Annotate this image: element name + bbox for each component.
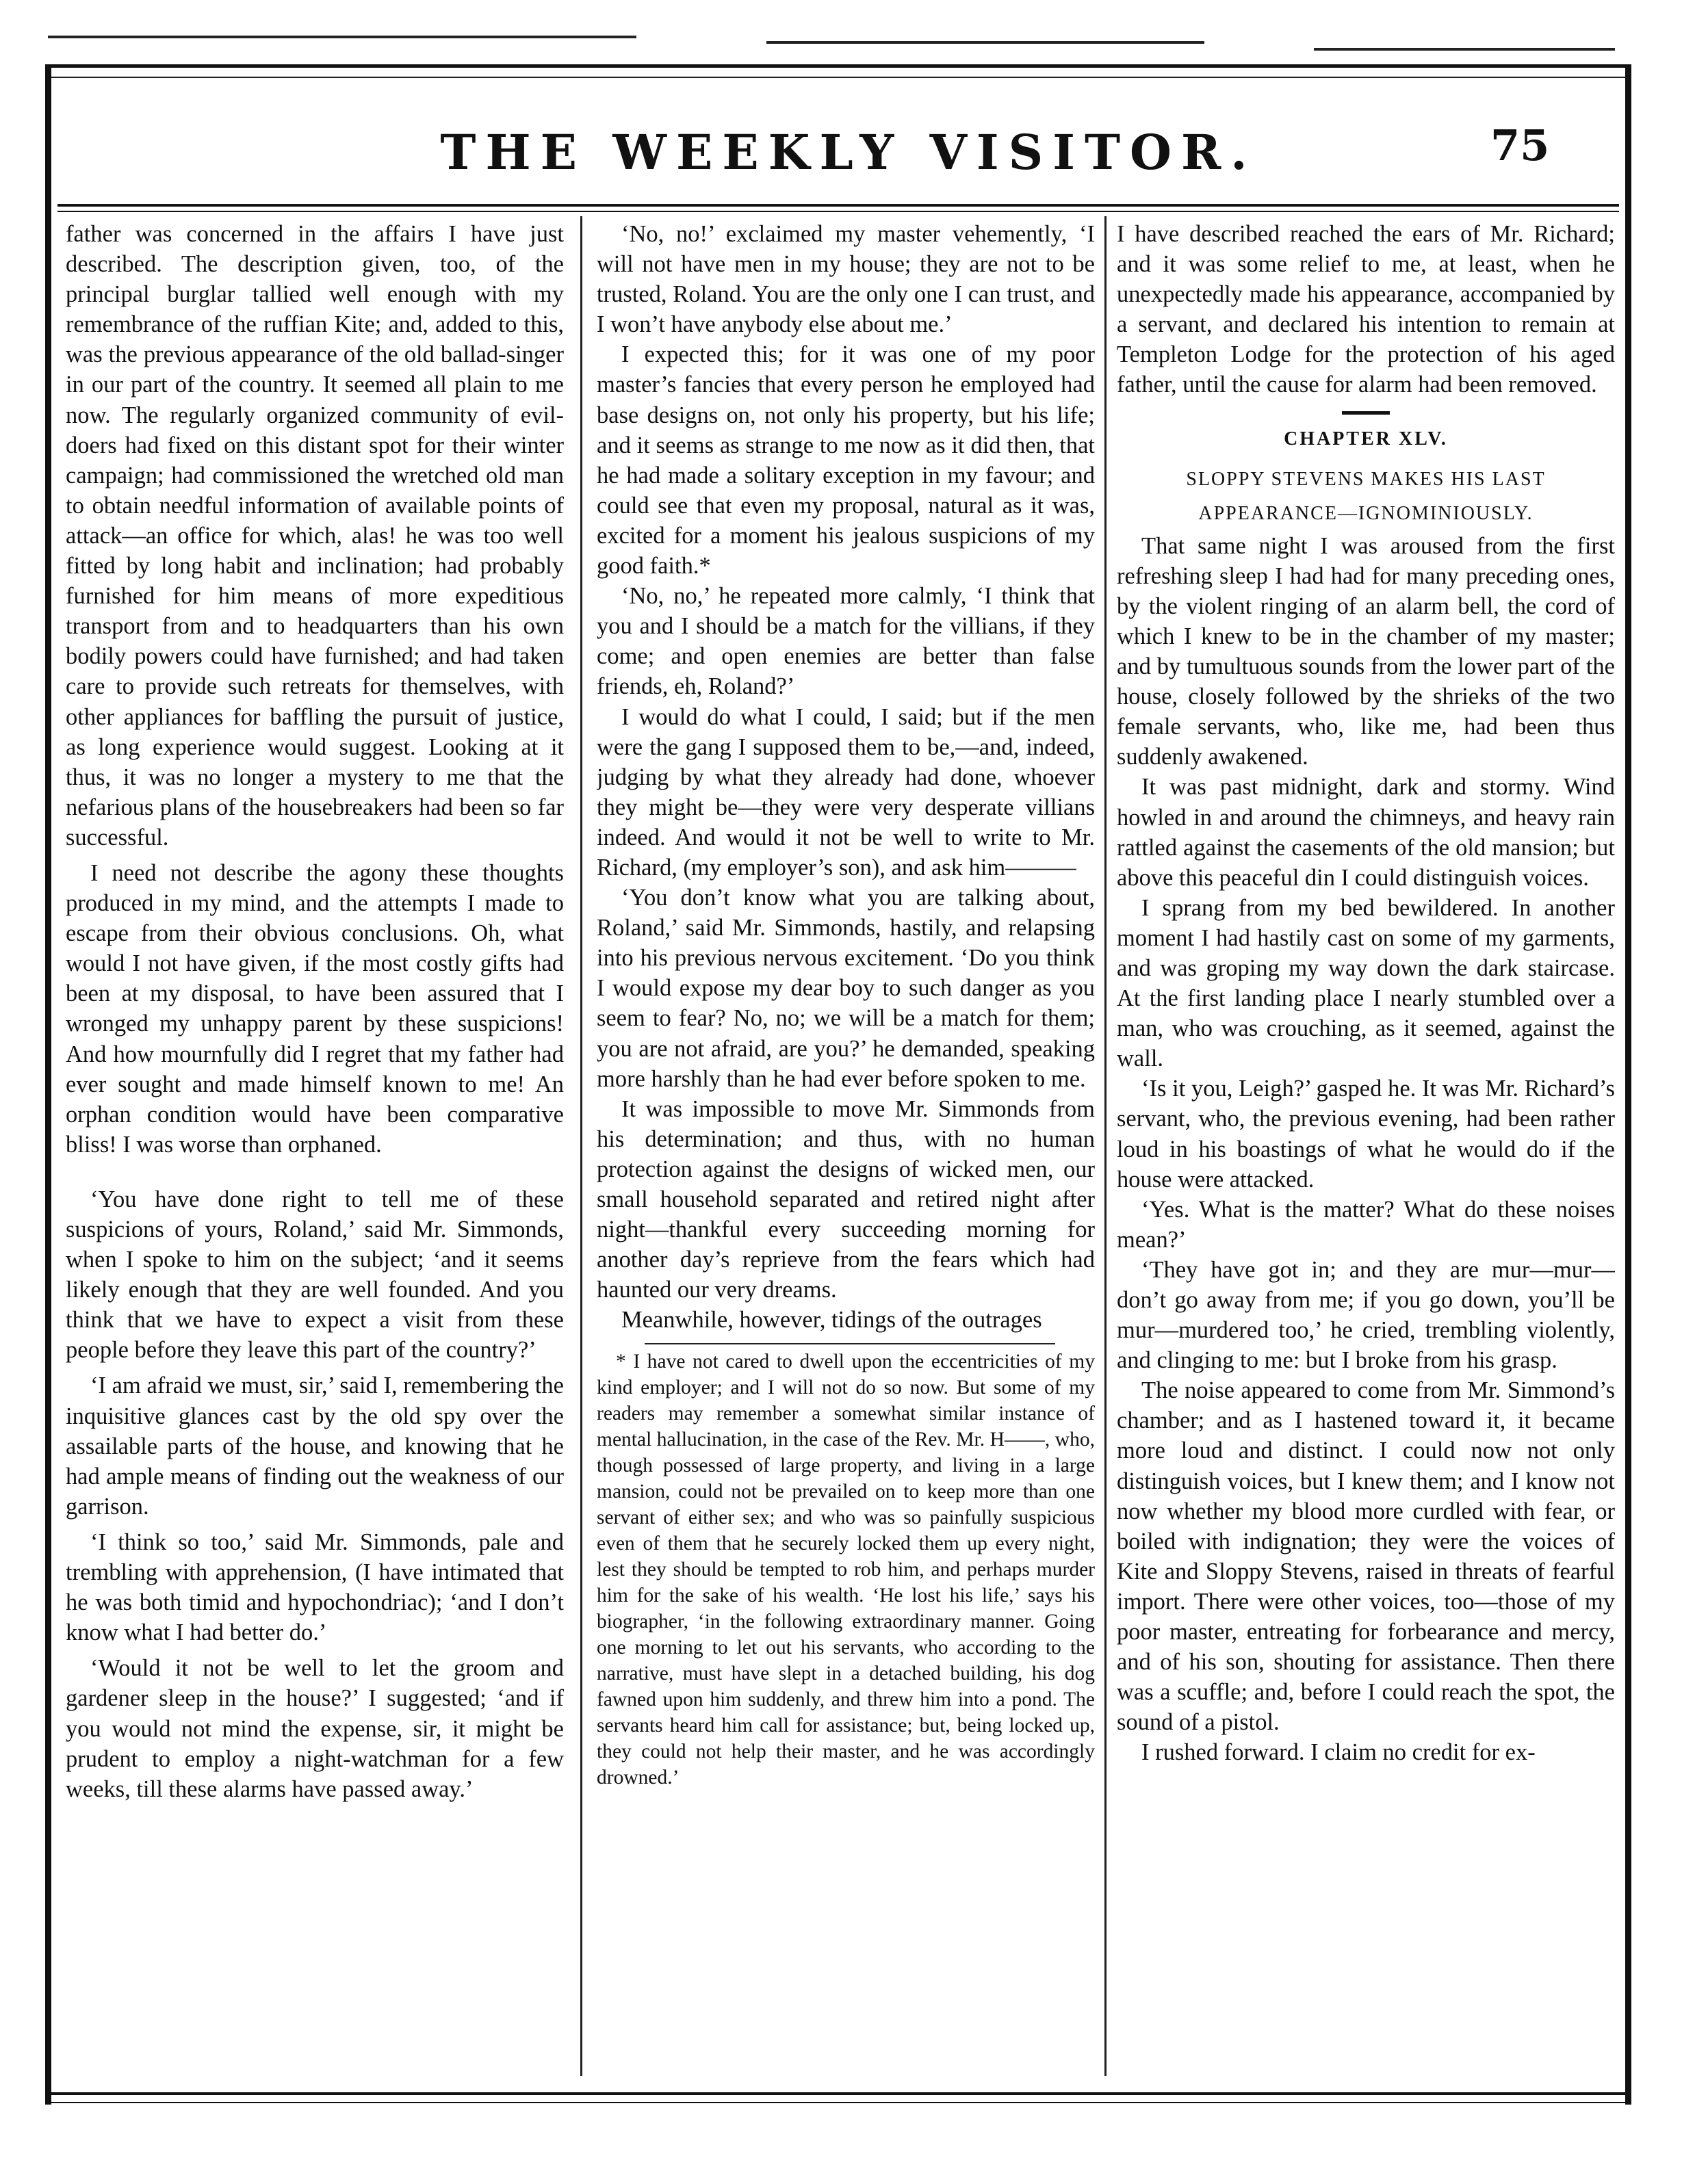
chapter-subtitle: SLOPPY STEVENS MAKES HIS LAST APPEARANCE—IGNOMINIOUSLY.: [1186, 468, 1546, 524]
paragraph: ‘Is it you, Leigh?’ gasped he. It was Mr. Richard’s servant, who, the previous evening, had been rather loud in his boastings of what he would do if the house were attacked.: [1117, 1076, 1615, 1193]
paragraph: I expected this; for it was one of my poor master’s fancies that every person he employed had base designs on, not only his property, but his life; and it seems as strange to me now as it did then, that he had made a solitary exception in my favour; and could see that even my proposal, natural as it was, excited for a moment his jealous suspicions of my good faith.*: [597, 341, 1095, 580]
paragraph: It was past midnight, dark and stormy. Wind howled in and around the chimneys, and heavy rain rattled against the casements of the old mansion; but above this peaceful din I could distinguish voices.: [1117, 774, 1615, 891]
top-edge-scratch: [48, 36, 636, 38]
paragraph: ‘They have got in; and they are mur—mur—don’t go away from me; if you go down, you’ll be mur—murdered too,’ he cried, trembling violently, and clinging to me: but I broke from his grasp.: [1117, 1256, 1615, 1374]
column-3: [1117, 219, 1615, 2066]
paragraph: father was concerned in the affairs I have just described. The description given, too, of the principal burglar tallied well enough with my remembrance of the ruffian Kite; and, added to this, was the previous appearance of the old ballad-singer in our part of the country. It seemed all plain to me now. The regularly organized community of evil-doers had fixed on this distant spot for their winter campaign; had commissioned the wretched old man to obtain needful information of available points of attack—an office for which, alas! he was too well fitted by long habit and inclination; had probably furnished for him means of more expeditious transport from and to headquarters than his own bodily powers could have furnished; and had taken care to provide such retreats for themselves, with other appliances for baffling the pursuit of justice, as long experience would suggest. Looking at it thus, it was no longer a mystery to me that the nefarious plans of the housebreakers had been so far successful.: [66, 221, 564, 850]
paragraph: I need not describe the agony these thoughts produced in my mind, and the attempts I made to escape from their obvious conclusions. Oh, what would I not have given, if the most costly gifts had been at my disposal, to have been assured that I wronged my unhappy parent by these suspicions! And how mournfully did I regret that my father had ever sought and made himself known to me! An orphan condition would have been comparative bliss! I was worse than orphaned.: [66, 859, 564, 1158]
paragraph: ‘You don’t know what you are talking about, Roland,’ said Mr. Simmonds, hastily, and relapsing into his previous nervous excitement. ‘Do you think I would expose my dear boy to such danger as you seem to fear? No, no; we will be a match for them; you are not afraid, are you?’ he demanded, speaking more harshly than he had ever before spoken to me.: [597, 885, 1095, 1092]
paragraph: Meanwhile, however, tidings of the outrages: [621, 1307, 1042, 1333]
page-border-bottom-thin: [45, 2102, 1631, 2103]
masthead-title: THE WEEKLY VISITOR.: [440, 124, 1257, 181]
top-edge-scratch: [766, 41, 1204, 44]
paragraph: I rushed forward. I claim no credit for ex-: [1141, 1739, 1536, 1766]
paragraph: I have described reached the ears of Mr. Richard; and it was some relief to me, at least, when he unexpectedly made his appearance, accompanied by a servant, and declared his intention to remain at Templeton Lodge for the protection of his aged father, until the cause for alarm had been removed.: [1117, 221, 1615, 398]
paragraph: It was impossible to move Mr. Simmonds from his determination; and thus, with no human protection against the designs of wicked men, our small household separated and retired night after night—thankful every succeeding morning for another day’s reprieve from the fears which had haunted our very dreams.: [597, 1095, 1095, 1303]
paragraph: I sprang from my bed bewildered. In another moment I had hastily cast on some of my garments, and was groping my way down the dark staircase. At the first landing place I nearly stumbled over a man, who was crouching, as it seemed, against the wall.: [1117, 894, 1615, 1072]
page-number: 75: [1490, 120, 1550, 170]
chapter-title: CHAPTER XLV.: [1284, 428, 1448, 450]
page-border-bottom: [45, 2092, 1631, 2095]
paragraph: That same night I was aroused from the first refreshing sleep I had had for many preceding ones, by the violent ringing of an alarm bell, the cord of which I knew to be in the chamber of my master; and by tumultuous sounds from the lower part of the house, closely followed by the shrieks of the two female servants, who, like me, had been thus suddenly awakened.: [1117, 532, 1615, 770]
paragraph: ‘No, no!’ exclaimed my master vehemently, ‘I will not have men in my house; they are not to be trusted, Roland. You are the only one I can trust, and I won’t have anybody else about me.’: [597, 221, 1095, 338]
masthead-rule: [57, 204, 1619, 207]
column-2: [597, 219, 1095, 2066]
footnote-rule: [645, 1343, 1055, 1344]
paragraph: I would do what I could, I said; but if the men were the gang I supposed them to be,—and, indeed, judging by what they already had done, whoever they might be—they were very desperate villians indeed. And would it not be well to write to Mr. Richard, (my employer’s son), and ask him———: [597, 703, 1095, 881]
column-divider: [580, 216, 582, 2076]
paragraph: ‘I am afraid we must, sir,’ said I, remembering the inquisitive glances cast by the old spy over the assailable parts of the house, and knowing that he had ample means of finding out the weakness of our garrison.: [66, 1372, 564, 1520]
masthead-rule-thin: [57, 211, 1619, 212]
paragraph: ‘No, no,’ he repeated more calmly, ‘I think that you and I should be a match for the villians, if they come; and open enemies are better than false friends, eh, Roland?’: [597, 583, 1095, 700]
paragraph: ‘Would it not be well to let the groom and gardener sleep in the house?’ I suggested; ‘and if you would not mind the expense, sir, it might be prudent to employ a night-watchman for a few weeks, till these alarms have passed away.’: [66, 1655, 564, 1802]
paragraph: ‘I think so too,’ said Mr. Simmonds, pale and trembling with apprehension, (I have intimated that he was both timid and hypochondriac); ‘and I don’t know what I had better do.’: [66, 1528, 564, 1646]
column-1: [66, 219, 564, 2066]
paragraph: ‘You have done right to tell me of these suspicions of yours, Roland,’ said Mr. Simmonds, when I spoke to him on the subject; ‘and it seems likely enough that they are well founded. And you think that we have to expect a visit from these people before they leave this part of the country?’: [66, 1186, 564, 1364]
column-divider: [1104, 216, 1107, 2076]
footnote-text: * I have not cared to dwell upon the eccentricities of my kind employer; and I will not do so now. But some of my readers may remember a somewhat similar instance of mental hallucination, in the case of the Rev. Mr. H——, who, though possessed of large property, and living in a large mansion, could not be prevailed on to keep more than one servant of either sex; and who was so painfully suspicious even of them that he securely locked them up every night, lest they should be tempted to rob him, and perhaps murder him for the sake of his wealth. ‘He lost his life,’ says his biographer, ‘in the following extraordinary manner. Going one morning to let out his servants, who according to the narrative, must have slept in a detached building, his dog fawned upon him suddenly, and threw him into a pond. The servants heard him call for assistance; but, being locked up, they could not help their master, and he was accordingly drowned.’: [597, 1351, 1095, 1789]
paragraph: The noise appeared to come from Mr. Simmond’s chamber; and as I hastened toward it, it became more loud and distinct. I could now not only distinguish voices, but I knew them; and I know not now whether my blood more curdled with fear, or boiled with indignation; they were the voices of Kite and Sloppy Stevens, raised in threats of fearful import. There were other voices, too—those of my poor master, entreating for forbearance and mercy, and of his son, shouting for assistance. Then there was a scuffle; and, before I could reach the spot, the sound of a pistol.: [1117, 1377, 1615, 1736]
chapter-divider: [1342, 411, 1390, 415]
paragraph: ‘Yes. What is the matter? What do these noises mean?’: [1117, 1196, 1615, 1253]
top-edge-scratch: [1314, 48, 1615, 51]
footnote: [597, 1349, 1095, 1791]
